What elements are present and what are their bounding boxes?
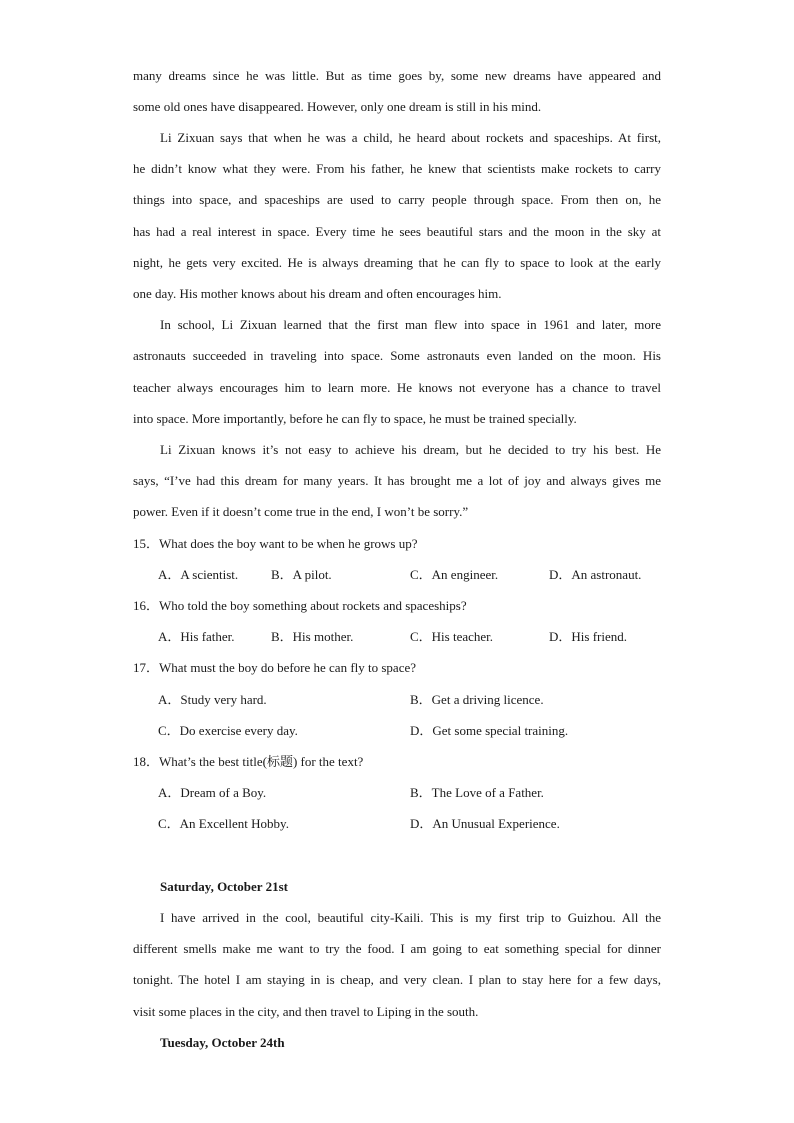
option-c: C．An Excellent Hobby. [158, 816, 289, 831]
option-b: B．A pilot. [271, 567, 332, 582]
diary-line: different smells make me want to try the food. I am going to eat something special for dinner [133, 941, 661, 956]
option-a: A．Dream of a Boy. [158, 785, 267, 800]
passage-line: some old ones have disappeared. However, only one dream is still in his mind. [133, 99, 542, 114]
diary-line: tonight. The hotel I am staying in is cheap, and very clean. I plan to stay here for a few days, [133, 972, 661, 987]
passage-line: night, he gets very excited. He is always dreaming that he can fly to space to look at the early [133, 255, 661, 270]
diary-date-heading: Tuesday, October 24th [160, 1035, 285, 1050]
option-a: A．His father. [158, 629, 235, 644]
passage-line: says, “I’ve had this dream for many years. It has brought me a lot of joy and always gives me [133, 473, 661, 488]
question-stem: 18．What’s the best title(标题) for the text? [133, 754, 364, 769]
passage-line: one day. His mother knows about his dream and often encourages him. [133, 286, 502, 301]
option-b: B．His mother. [271, 629, 354, 644]
option-d: D．Get some special training. [410, 723, 569, 738]
option-c: C．An engineer. [410, 567, 499, 582]
passage-line: Li Zixuan says that when he was a child, he heard about rockets and spaceships. At first, [160, 130, 661, 145]
passage-line: he didn’t know what they were. From his father, he knew that scientists make rockets to carry [133, 161, 661, 176]
option-c: C．His teacher. [410, 629, 494, 644]
option-d: D．An Unusual Experience. [410, 816, 560, 831]
diary-line: visit some places in the city, and then travel to Liping in the south. [133, 1004, 479, 1019]
question-stem: 15．What does the boy want to be when he grows up? [133, 536, 418, 551]
passage-line: In school, Li Zixuan learned that the first man flew into space in 1961 and later, more [160, 317, 661, 332]
option-b: B．The Love of a Father. [410, 785, 544, 800]
option-b: B．Get a driving licence. [410, 692, 544, 707]
passage-line: has had a real interest in space. Every time he sees beautiful stars and the moon in the sky at [133, 224, 661, 239]
option-a: A．Study very hard. [158, 692, 267, 707]
diary-date-heading: Saturday, October 21st [160, 879, 288, 894]
option-c: C．Do exercise every day. [158, 723, 298, 738]
passage-line: power. Even if it doesn’t come true in the end, I won’t be sorry.” [133, 504, 469, 519]
passage-line: Li Zixuan knows it’s not easy to achieve his dream, but he decided to try his best. He [160, 442, 661, 457]
diary-line: I have arrived in the cool, beautiful city-Kaili. This is my first trip to Guizhou. All the [160, 910, 661, 925]
passage-line: things into space, and spaceships are used to carry people through space. From then on, he [133, 192, 661, 207]
passage-line: teacher always encourages him to learn more. He knows not everyone has a chance to travel [133, 380, 661, 395]
question-stem: 17．What must the boy do before he can fly to space? [133, 660, 417, 675]
question-stem: 16．Who told the boy something about rockets and spaceships? [133, 598, 467, 613]
passage-line: many dreams since he was little. But as time goes by, some new dreams have appeared and [133, 68, 661, 83]
passage-line: astronauts succeeded in traveling into space. Some astronauts even landed on the moon. His [133, 348, 661, 363]
passage-line: into space. More importantly, before he can fly to space, he must be trained specially. [133, 411, 577, 426]
option-d: D．His friend. [549, 629, 627, 644]
option-a: A．A scientist. [158, 567, 239, 582]
option-d: D．An astronaut. [549, 567, 642, 582]
